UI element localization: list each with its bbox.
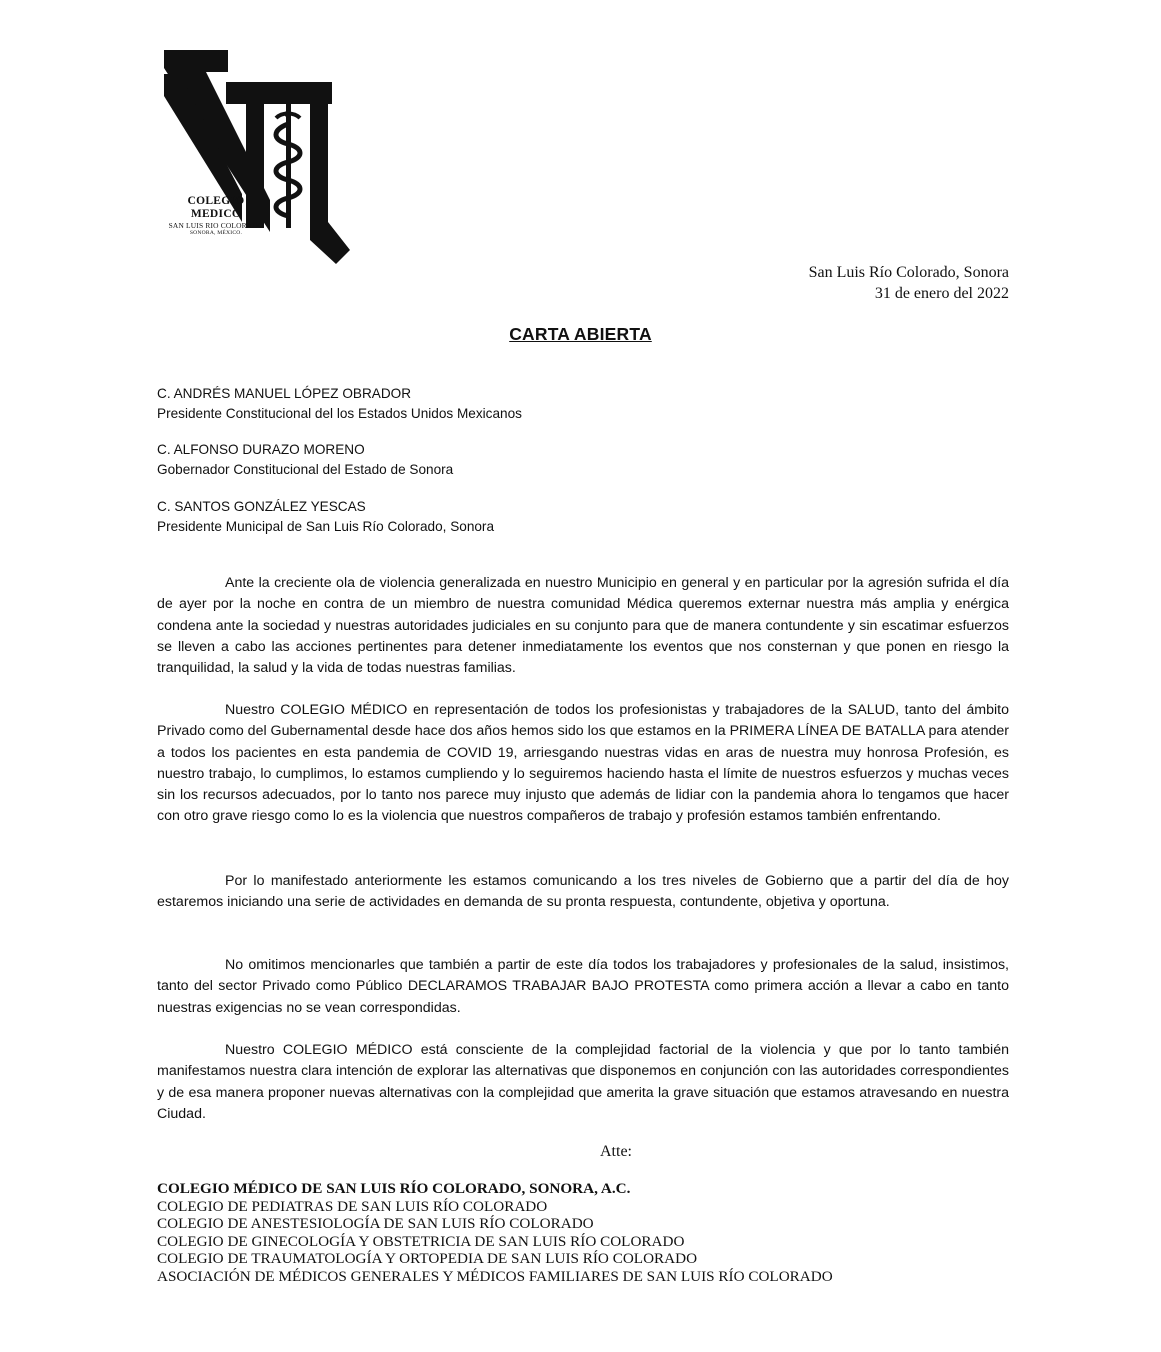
body-paragraph-3 — [157, 871, 1009, 914]
logo-line-city: SAN LUIS RIO COLORADO — [168, 221, 264, 230]
body-paragraph-1 — [157, 573, 1009, 679]
addressee-role: Presidente Municipal de San Luis Río Colorado, Sonora — [157, 519, 495, 534]
place: San Luis Río Colorado, Sonora — [808, 264, 1009, 281]
paragraph-text: Nuestro COLEGIO MÉDICO en representación de todos los profesionistas y trabajadores de la SALUD, tanto del ámbito Privado como del Gubernamental desde hace dos años hemos sido los que estamos en la PRIMERA LÍNEA DE BATALLA para atender a todos los pacientes en esta pandemia de COVID 19, arriesgando nuestras vidas en aras de nuestra muy honrosa Profesión, es nuestro trabajo, lo cumplimos, lo estamos cumpliendo y lo seguiremos haciendo hasta el límite de nuestros esfuerzos y muchas veces sin los recursos adecuados, por lo tanto nos parece muy injusto que además de lidiar con la pandemia ahora lo tengamos que hacer con otro grave riesgo como lo es la violencia que nuestros compañeros de trabajo y profesión estamos también enfrentando. — [157, 702, 1009, 825]
signers-list — [157, 1180, 1057, 1286]
signer: COLEGIO DE PEDIATRAS DE SAN LUIS RÍO COLORADO — [157, 1197, 548, 1215]
addressee-name: C. SANTOS GONZÁLEZ YESCAS — [157, 499, 366, 514]
signer-main: COLEGIO MÉDICO DE SAN LUIS RÍO COLORADO, SONORA, A.C. — [157, 1180, 631, 1197]
place-and-date — [809, 262, 1009, 304]
signer: ASOCIACIÓN DE MÉDICOS GENERALES Y MÉDICOS FAMILIARES DE SAN LUIS RÍO COLORADO — [157, 1267, 833, 1285]
addressee-role: Presidente Constitucional del los Estados Unidos Mexicanos — [157, 406, 522, 421]
paragraph-text: No omitimos mencionarles que también a partir de este día todos los trabajadores y profesionales de la salud, insistimos, tanto del sector Privado como Público DECLARAMOS TRABAJAR BAJO PROTESTA como primera acción a llevar a cabo en tanto nuestras exigencias no se vean correspondidas. — [157, 957, 1009, 1016]
logo-text — [156, 196, 276, 237]
addressee-name: C. ALFONSO DURAZO MORENO — [157, 442, 365, 457]
addressee-name: C. ANDRÉS MANUEL LÓPEZ OBRADOR — [157, 386, 412, 401]
logo-line-colegio: COLEGIO — [187, 195, 245, 207]
addressee-1 — [157, 384, 1017, 424]
signer: COLEGIO DE TRAUMATOLOGÍA Y ORTOPEDIA DE SAN LUIS RÍO COLORADO — [157, 1250, 698, 1268]
paragraph-text: Nuestro COLEGIO MÉDICO está consciente de la complejidad factorial de la violencia y que por lo tanto también manifestamos nuestra clara intención de explorar las alternativas que disponemos en conjunción con las autoridades correspondientes y de esa manera proponer nuevas alternativas con la complejidad que amerita la grave situación que estamos atravesando en nuestra Ciudad. — [157, 1042, 1009, 1122]
paragraph-text: Por lo manifestado anteriormente les estamos comunicando a los tres niveles de Gobierno que a partir del día de hoy estaremos iniciando una serie de actividades en demanda de su pronta respuesta, contundente, objetiva y oportuna. — [157, 873, 1009, 911]
signer: COLEGIO DE ANESTESIOLOGÍA DE SAN LUIS RÍO COLORADO — [157, 1215, 594, 1233]
letter-title: CARTA ABIERTA — [509, 324, 652, 344]
signer: COLEGIO DE GINECOLOGÍA Y OBSTETRICIA DE SAN LUIS RÍO COLORADO — [157, 1232, 685, 1250]
body-paragraph-2 — [157, 700, 1009, 828]
body-paragraph-5 — [157, 1040, 1009, 1125]
date: 31 de enero del 2022 — [874, 285, 1009, 302]
paragraph-text: Ante la creciente ola de violencia generalizada en nuestro Municipio en general y en particular por la agresión sufrida el día de ayer por la noche en contra de un miembro de nuestra comunidad Médica queremos externar nuestra más amplia y enérgica condena ante la sociedad y nuestras autoridades judiciales en su conjunto para que de manera contundente y sin escatimar esfuerzos se lleven a cabo las acciones pertinentes para detener inmediatamente los eventos que nos consternan y que ponen en riesgo la tranquilidad, la salud y la vida de todas nuestras familias. — [157, 575, 1009, 677]
logo-line-state: SONORA, MÉXICO. — [189, 230, 243, 237]
addressee-role: Gobernador Constitucional del Estado de Sonora — [157, 462, 454, 477]
addressee-2 — [157, 440, 1017, 480]
closing: Atte: — [600, 1143, 632, 1160]
logo-line-medico: MEDICO — [190, 207, 242, 220]
addressee-3 — [157, 497, 1017, 537]
body-paragraph-4 — [157, 955, 1009, 1019]
